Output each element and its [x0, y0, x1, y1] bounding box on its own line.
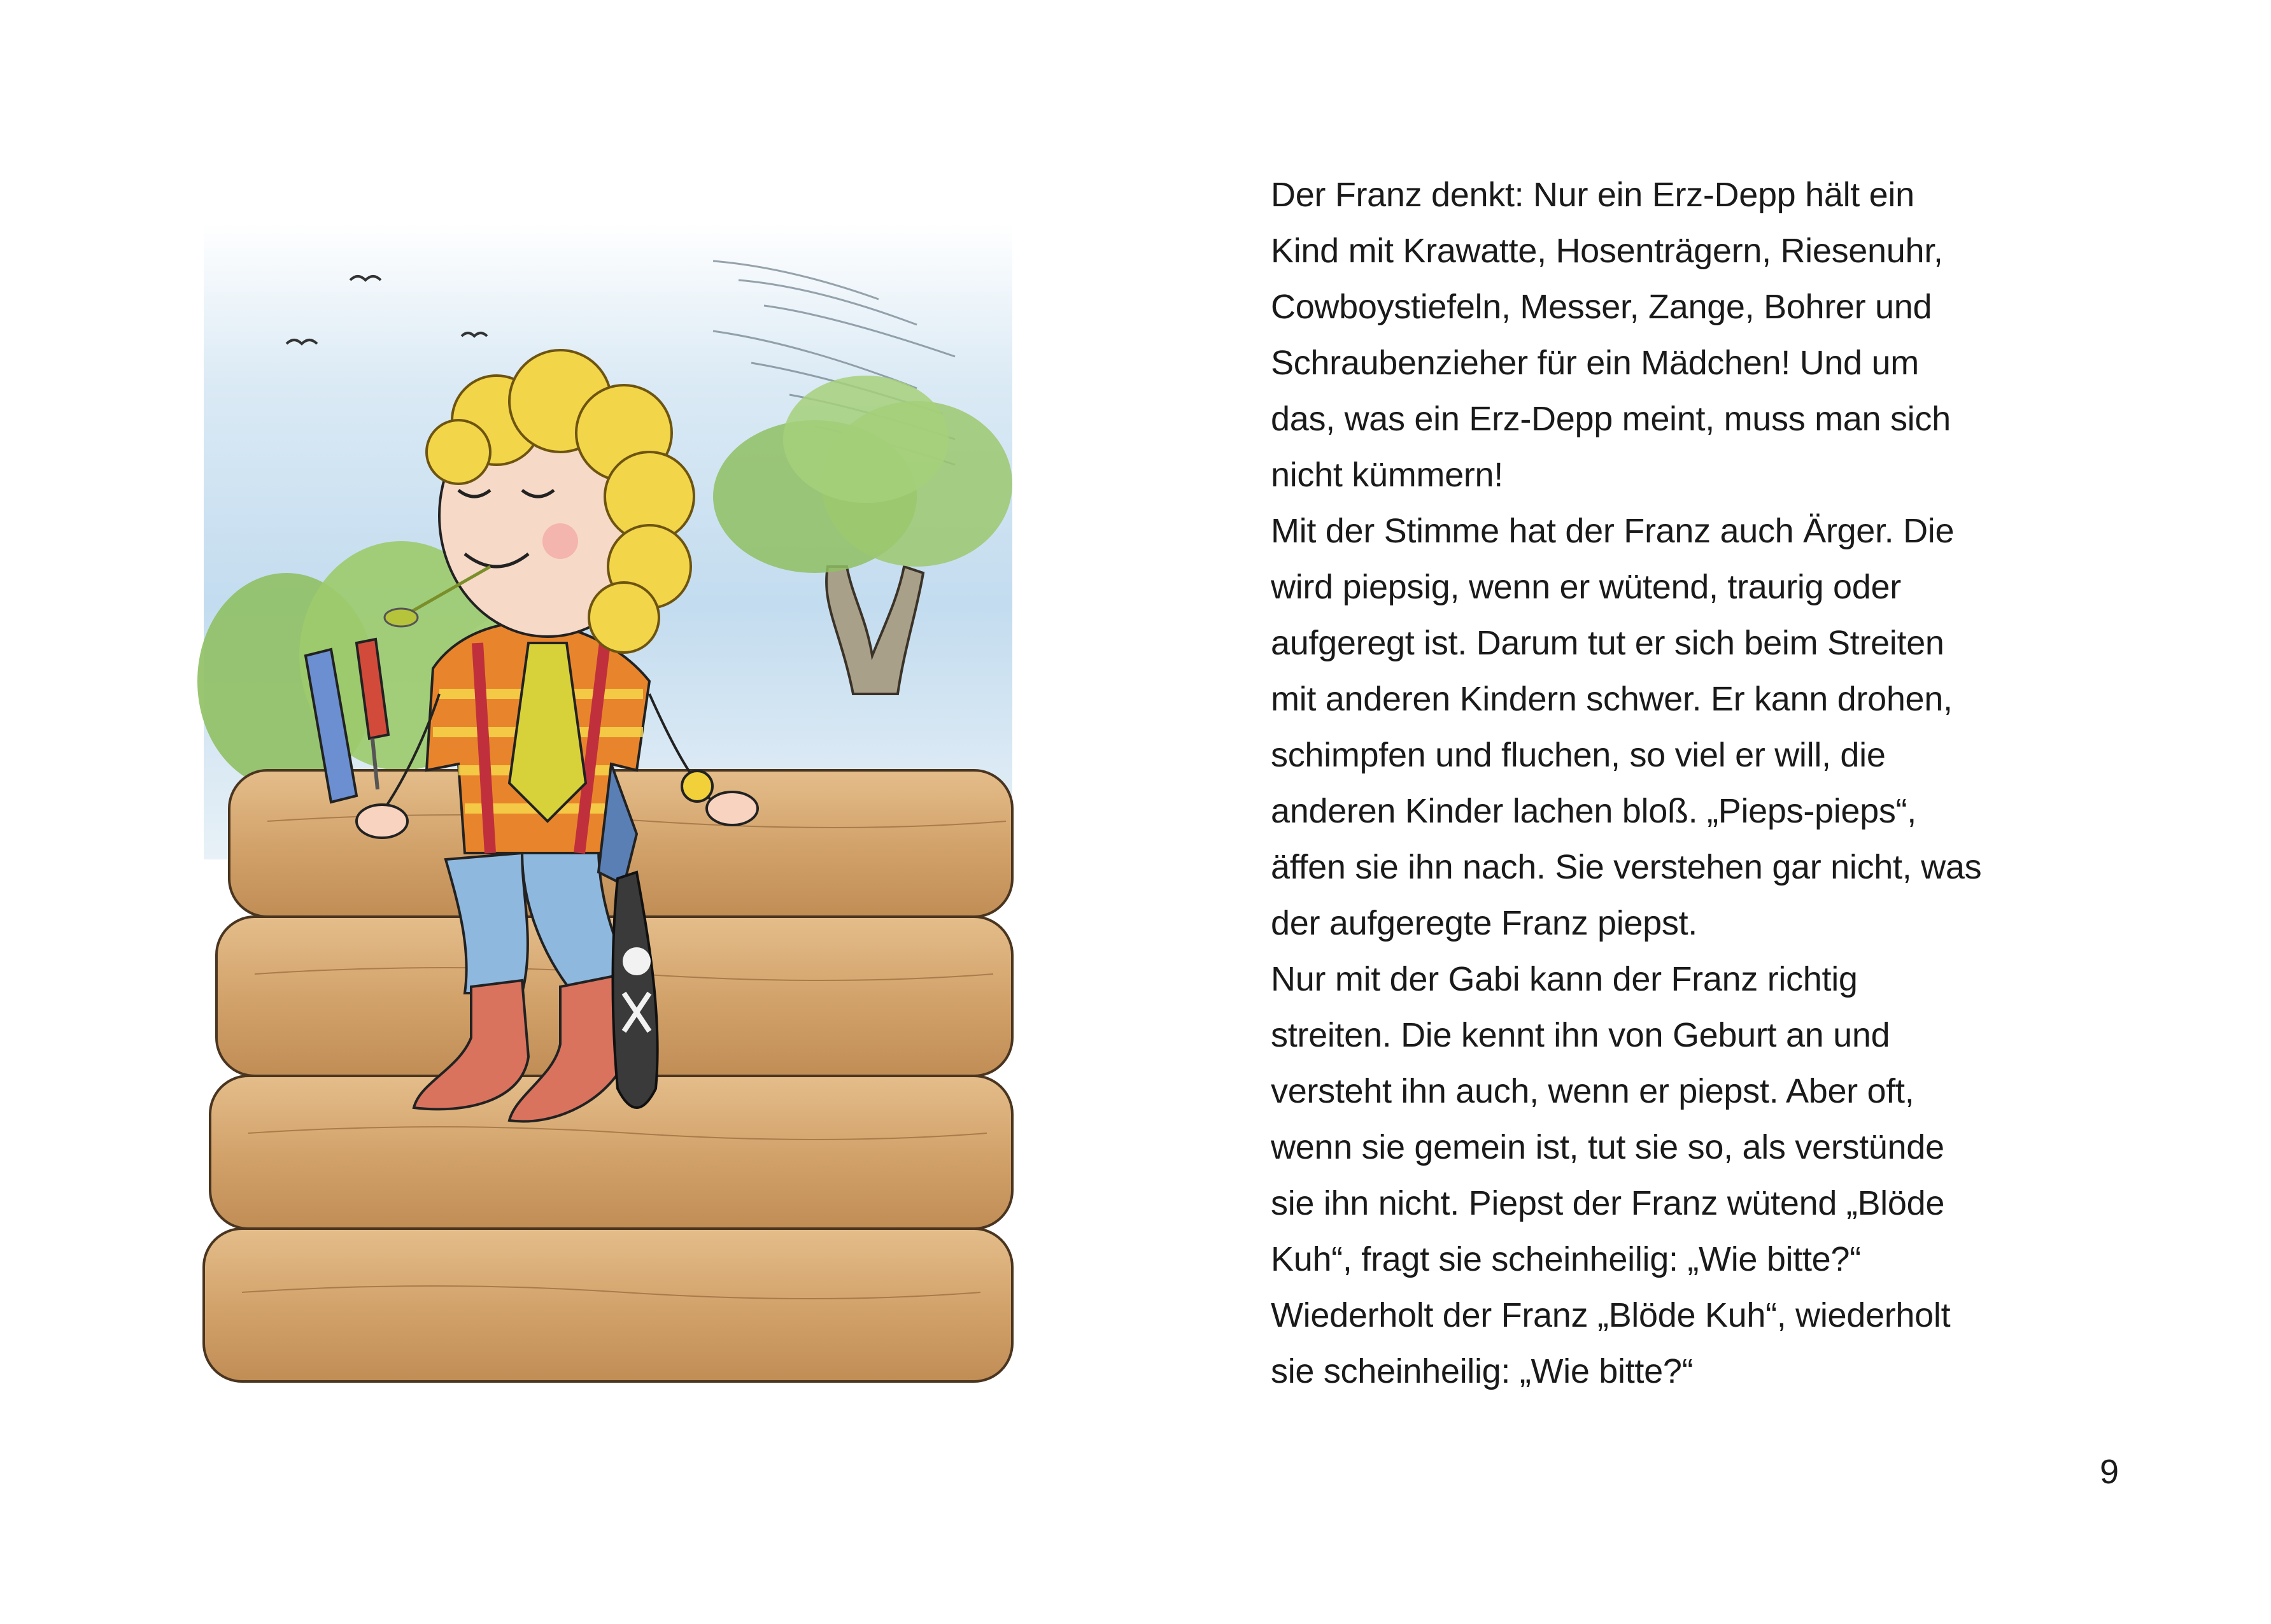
text-line: das, was ein Erz-Depp meint, muss man sich	[1271, 400, 1951, 438]
text-line: aufgeregt ist. Darum tut er sich beim Streiten	[1271, 624, 1944, 662]
text-line: sie ihn nicht. Piepst der Franz wütend „Blöde	[1271, 1184, 1945, 1222]
text-line: anderen Kinder lachen bloß. „Pieps-pieps“,	[1271, 792, 1916, 830]
story-illustration	[191, 210, 1025, 1394]
text-line: schimpfen und fluchen, so viel er will, die	[1271, 736, 1886, 774]
text-line: sie scheinheilig: „Wie bitte?“	[1271, 1352, 1694, 1390]
text-line: wird piepsig, wenn er wütend, traurig oder	[1271, 568, 1901, 606]
text-line: der aufgeregte Franz piepst.	[1271, 904, 1698, 942]
text-line: nicht kümmern!	[1271, 456, 1503, 494]
text-line: äffen sie ihn nach. Sie verstehen gar nicht, was	[1271, 848, 1982, 886]
text-line: wenn sie gemein ist, tut sie so, als verstünde	[1271, 1128, 1944, 1166]
story-text	[1271, 167, 2118, 1399]
text-line: Cowboystiefeln, Messer, Zange, Bohrer und	[1271, 288, 1932, 326]
text-line: Der Franz denkt: Nur ein Erz-Depp hält ein	[1271, 176, 1914, 214]
text-line: Kind mit Krawatte, Hosenträgern, Riesenuhr,	[1271, 232, 1943, 270]
text-line: streiten. Die kennt ihn von Geburt an und	[1271, 1016, 1890, 1054]
text-line: Schraubenzieher für ein Mädchen! Und um	[1271, 344, 1919, 382]
text-line: mit anderen Kindern schwer. Er kann drohen,	[1271, 680, 1953, 718]
text-line: Kuh“, fragt sie scheinheilig: „Wie bitte?“	[1271, 1240, 1861, 1278]
text-line: Wiederholt der Franz „Blöde Kuh“, wiederholt	[1271, 1296, 1951, 1334]
text-line: Mit der Stimme hat der Franz auch Ärger. Die	[1271, 512, 1955, 550]
page-number: 9	[2099, 1453, 2119, 1491]
text-line: Nur mit der Gabi kann der Franz richtig	[1271, 960, 1858, 998]
watch-icon	[682, 771, 712, 801]
text-line: versteht ihn auch, wenn er piepst. Aber oft,	[1271, 1072, 1914, 1110]
